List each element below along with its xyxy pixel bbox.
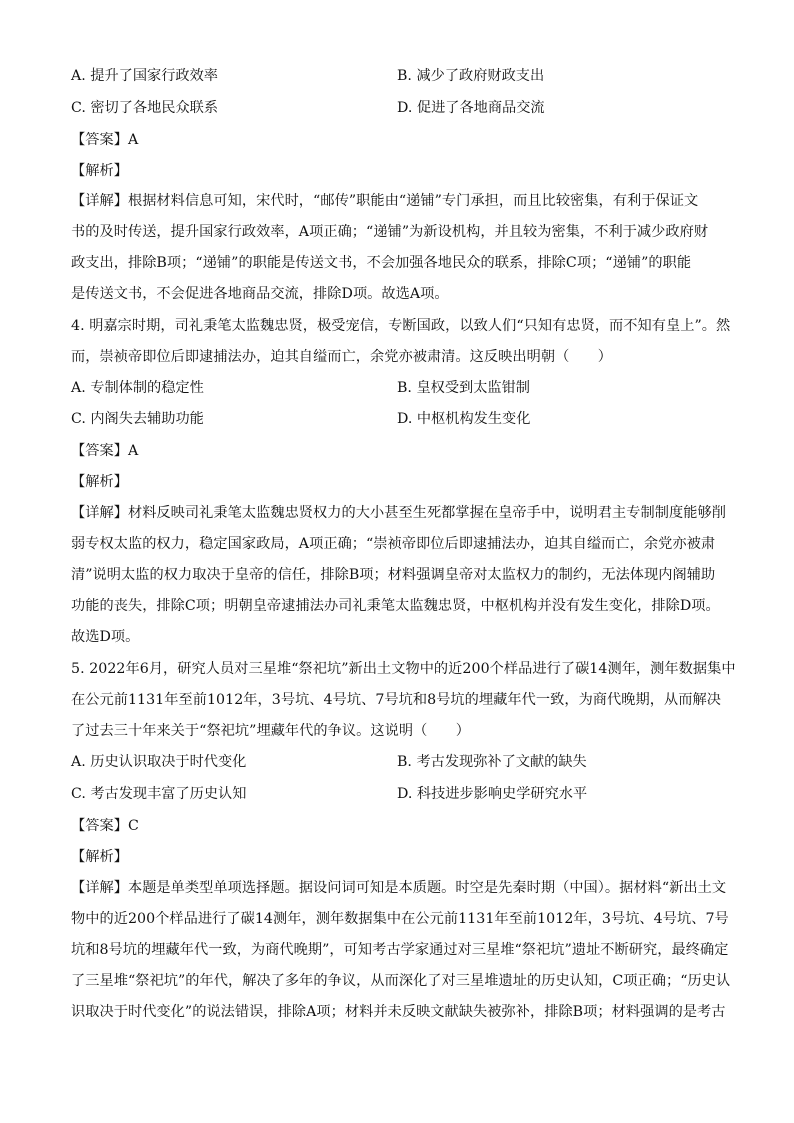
q4-detail-line: 功能的丧失，排除C项；明朝皇帝逮捕法办司礼秉笔太监魏忠贤，中枢机构并没有发生变化，排除D项。 [71,598,720,614]
q5-option-b: B. 考古发现弥补了文献的缺失 [397,754,587,770]
q4-option-b: B. 皇权受到太监钳制 [397,380,530,396]
q3-detail-line: 是传送文书，不会促进各地商品交流，排除D项。故选A项。 [71,286,449,302]
q4-answer: 【答案】A [71,443,139,459]
q4-detail-line: 弱专权太监的权力，稳定国家政局，A项正确；“崇祯帝即位后即逮捕法办，迫其自缢而亡，余党亦被肃 [71,536,716,552]
q4-analysis-title: 【解析】 [71,474,128,490]
q4-stem-line: 4. 明嘉宗时期，司礼秉笔太监魏忠贤，极受宠信，专断国政，以致人们“只知有忠贤，而不知有皇上”。然 [71,318,731,334]
q3-detail-line: 政支出，排除B项；“递铺”的职能是传送文书，不会加强各地民众的联系，排除C项；“递铺”的职能 [71,255,692,271]
q3-option-a: A. 提升了国家行政效率 [71,68,218,84]
q5-option-a: A. 历史认识取决于时代变化 [71,754,247,770]
q3-analysis-title: 【解析】 [71,163,128,179]
q5-option-d: D. 科技进步影响史学研究水平 [397,786,588,802]
q5-analysis-title: 【解析】 [71,849,128,865]
q3-option-b: B. 减少了政府财政支出 [397,68,545,84]
q5-detail-line: 识取决于时代变化”的说法错误，排除A项；材料并未反映文献缺失被弥补，排除B项；材料强调的是考古 [71,1004,726,1020]
q3-detail-line: 书的及时传送，提升国家行政效率，A项正确；“递铺”为新设机构，并且较为密集，不利于减少政府财 [71,224,709,240]
q3-answer: 【答案】A [71,132,139,148]
q3-detail-line: 【详解】根据材料信息可知，宋代时，“邮传”职能由“递铺”专门承担，而且比较密集，有利于保证文 [71,193,699,209]
q5-detail-line: 【详解】本题是单类型单项选择题。据设问词可知是本质题。时空是先秦时期（中国）。据材料“新出土文 [71,880,727,896]
q3-option-c: C. 密切了各地民众联系 [71,100,219,116]
q5-stem-line: 在公元前1131年至前1012年，3号坑、4号坑、7号坑和8号坑的埋藏年代一致，为商代晚期，从而解决 [71,692,721,708]
q5-stem-line: 5. 2022年6月，研究人员对三星堆“祭祀坑”新出土文物中的近200个样品进行了碳14测年，测年数据集中 [71,661,736,677]
q4-option-c: C. 内阁失去辅助功能 [71,411,204,427]
q5-detail-line: 物中的近200个样品进行了碳14测年，测年数据集中在公元前1131年至前1012年，3号坑、4号坑、7号 [71,911,729,927]
q4-detail-line: 清”说明太监的权力取决于皇帝的信任，排除B项；材料强调皇帝对太监权力的制约，无法体现内阁辅助 [71,567,716,583]
q4-detail-line: 故选D项。 [71,629,140,645]
q4-detail-line: 【详解】材料反映司礼秉笔太监魏忠贤权力的大小甚至生死都掌握在皇帝手中，说明君主专制制度能够削 [71,505,726,521]
q5-option-c: C. 考古发现丰富了历史认知 [71,786,247,802]
q5-detail-line: 坑和8号坑的埋藏年代一致，为商代晚期”，可知考古学家通过对三星堆“祭祀坑”遗址不断研究，最终确定 [71,942,729,958]
q4-stem-line: 而，崇祯帝即位后即逮捕法办，迫其自缢而亡，余党亦被肃清。这反映出明朝（ ） [71,349,613,365]
q5-answer: 【答案】C [71,818,139,834]
q3-option-d: D. 促进了各地商品交流 [397,100,545,116]
q4-option-a: A. 专制体制的稳定性 [71,380,204,396]
q4-option-d: D. 中枢机构发生变化 [397,411,531,427]
q5-stem-line: 了过去三十年来关于“祭祀坑”埋藏年代的争议。这说明（ ） [71,723,471,739]
q5-detail-line: 了三星堆“祭祀坑”的年代，解决了多年的争议，从而深化了对三星堆遗址的历史认知，C项正确；“历史认 [71,973,731,989]
